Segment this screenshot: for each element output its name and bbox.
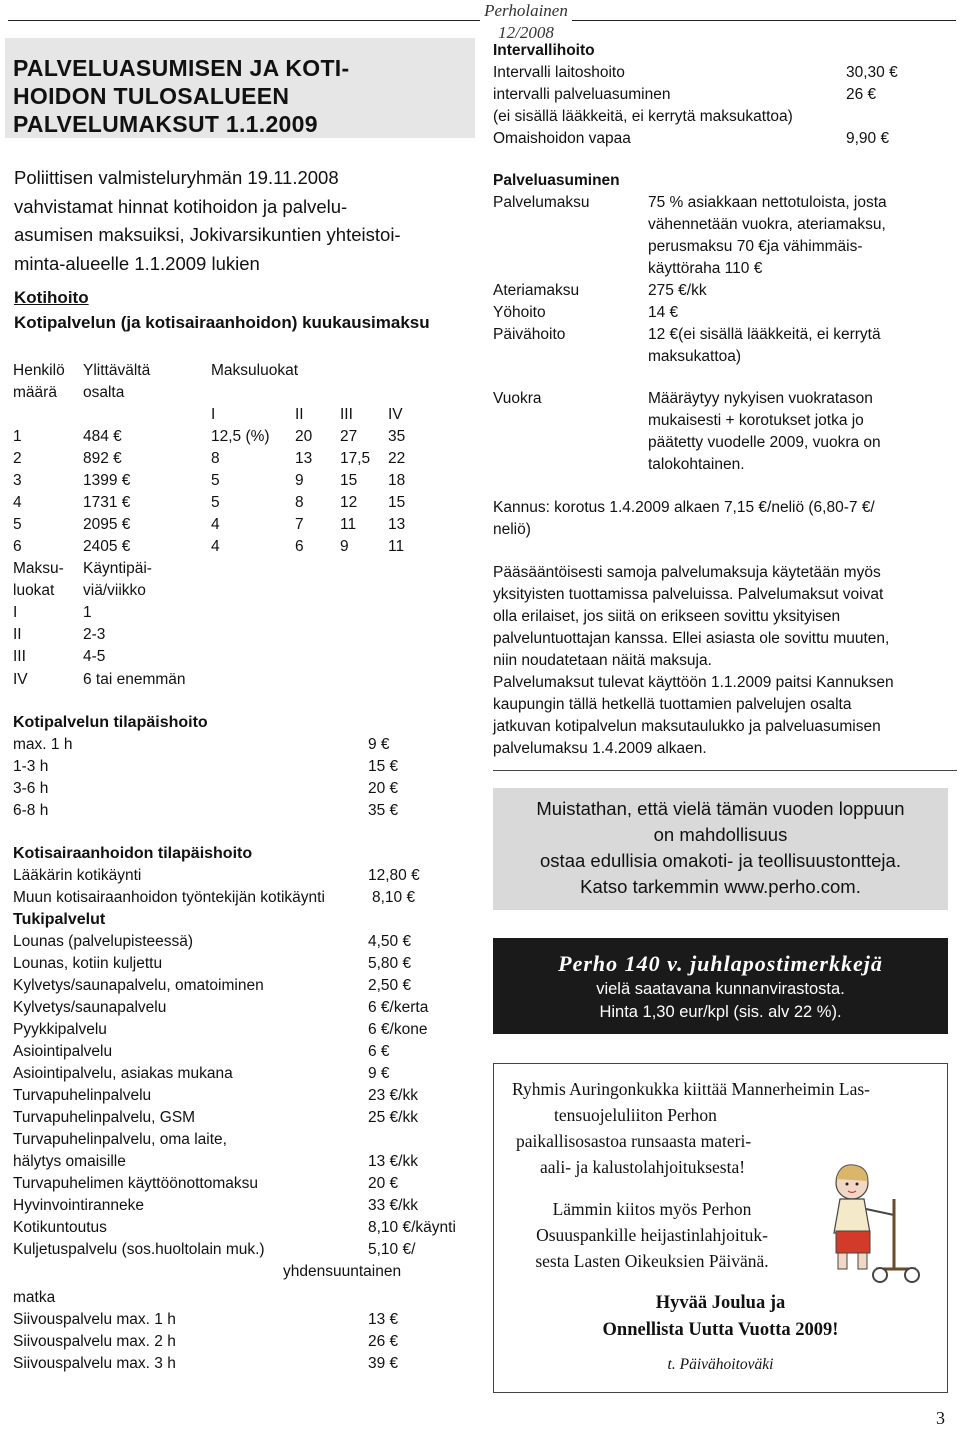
paragraph-line <box>493 628 953 650</box>
price-label: Kylvetys/saunapalvelu <box>13 999 167 1016</box>
notice-line: Katso tarkemmin www.perho.com. <box>580 876 861 897</box>
price-row <box>13 953 483 975</box>
stamp-line: Hinta 1,30 eur/kpl (sis. alv 22 %). <box>599 1003 842 1021</box>
kannus-paragraph <box>493 497 953 541</box>
paragraph-text: yksityisten tuottamissa palveluissa. Palvelumaksut voivat <box>493 586 884 603</box>
paragraph-text: niin noudatetaan näitä maksuja. <box>493 652 712 669</box>
intro-paragraph <box>14 164 464 278</box>
info-label: Vuokra <box>493 390 542 407</box>
child-with-scooter-illustration <box>816 1159 928 1284</box>
info-row <box>493 302 953 324</box>
legend-class: III <box>13 648 26 665</box>
info-label: Päivähoito <box>493 326 566 343</box>
col-header-maksuluokat: Maksuluokat <box>211 362 299 379</box>
section-heading <box>493 40 953 62</box>
cell-persons: 4 <box>13 494 22 511</box>
paragraph-line <box>493 716 953 738</box>
price-label: Hyvinvointiranneke <box>13 1197 144 1214</box>
stamp-line: vielä saatavana kunnanvirastosta. <box>596 980 845 998</box>
paasaanto-paragraph <box>493 562 953 760</box>
cell-class-3: 27 <box>340 428 358 445</box>
cell-threshold: 484 € <box>83 428 122 445</box>
info-value: 75 % asiakkaan nettotuloista, josta <box>648 194 887 211</box>
price-value: 15 € <box>368 758 399 775</box>
legend-header-viikko: viä/viikko <box>83 582 146 599</box>
price-label: Asiointipalvelu, asiakas mukana <box>13 1065 233 1082</box>
legend-header <box>13 558 483 580</box>
price-label: (ei sisällä lääkkeitä, ei kerrytä maksukattoa) <box>493 108 793 125</box>
info-value: talokohtainen. <box>648 456 745 473</box>
palveluasuminen-section <box>493 170 953 473</box>
legend-visits: 6 tai enemmän <box>83 671 186 688</box>
table-row <box>13 448 483 470</box>
price-label: Siivouspalvelu max. 2 h <box>13 1333 176 1350</box>
col-header-henkilo: Henkilö <box>13 362 65 379</box>
cell-persons: 2 <box>13 450 22 467</box>
price-label: max. 1 h <box>13 736 73 753</box>
paragraph-line <box>493 694 953 716</box>
price-label: Intervalli laitoshoito <box>493 64 625 81</box>
price-value: 6 €/kerta <box>368 999 429 1016</box>
paragraph-line <box>493 584 953 606</box>
thanks-line: Ryhmis Auringonkukka kiittää Mannerheimin Las- <box>512 1079 870 1099</box>
price-label: Turvapuhelinpalvelu <box>13 1087 152 1104</box>
intro-line: minta-alueelle 1.1.2009 lukien <box>14 252 260 274</box>
price-label: 3-6 h <box>13 780 49 797</box>
cell-class-1: 8 <box>211 450 220 467</box>
thanks2-paragraph <box>502 1196 802 1274</box>
cell-persons: 6 <box>13 538 22 555</box>
header-rule <box>8 20 480 21</box>
cell-class-3: 9 <box>340 538 349 555</box>
class-header: III <box>340 406 353 423</box>
price-value: 8,10 €/käynti <box>368 1219 456 1236</box>
legend-header-maksu: Maksu- <box>13 560 64 577</box>
section-heading-text: Intervallihoito <box>493 42 595 59</box>
price-row <box>13 1195 483 1217</box>
col-header-osalta: osalta <box>83 384 125 401</box>
notice-line: ostaa edullisia omakoti- ja teollisuustontteja. <box>540 850 901 871</box>
class-header: IV <box>388 406 403 423</box>
price-value: 26 € <box>368 1333 399 1350</box>
kannus-line <box>493 519 953 541</box>
section-heading <box>13 843 483 865</box>
cell-persons: 1 <box>13 428 22 445</box>
cell-class-1: 5 <box>211 494 220 511</box>
fee-table-header <box>13 360 483 382</box>
price-row <box>13 1353 483 1375</box>
fee-table-header <box>13 382 483 404</box>
fee-table <box>13 360 483 700</box>
thanks-line: sesta Lasten Oikeuksien Päivänä. <box>535 1251 769 1271</box>
legend-header <box>13 580 483 602</box>
info-row <box>493 432 953 454</box>
cell-class-4: 18 <box>388 472 406 489</box>
paragraph-text: olla erilaiset, jos siitä on erikseen sovittu yksityisen <box>493 608 841 625</box>
price-row <box>13 756 483 778</box>
paragraph-text: palveluntuottajan kanssa. Ellei asiasta ole sovittu muuten, <box>493 630 890 647</box>
section-divider <box>493 770 957 771</box>
main-title-box <box>5 38 475 138</box>
cell-persons: 3 <box>13 472 22 489</box>
thanks-line: Lämmin kiitos myös Perhon <box>552 1199 752 1219</box>
price-value: 20 € <box>368 1175 399 1192</box>
col-header-maara: määrä <box>13 384 57 401</box>
info-row <box>493 236 953 258</box>
greeting-line: Hyvää Joulua ja <box>655 1293 786 1313</box>
price-value: 30,30 € <box>846 64 898 81</box>
info-row <box>493 192 953 214</box>
paragraph-text: Pääsääntöisesti samoja palvelumaksuja käytetään myös <box>493 564 881 581</box>
kannus-text: neliö) <box>493 521 531 538</box>
price-label: Turvapuhelinpalvelu, oma laite, <box>13 1131 227 1148</box>
kannus-text: Kannus: korotus 1.4.2009 alkaen 7,15 €/neliö (6,80-7 €/ <box>493 499 875 516</box>
price-value: 39 € <box>368 1355 399 1372</box>
legend-class: IV <box>13 671 28 688</box>
thanks-line: aali- ja kalustolahjoituksesta! <box>540 1157 746 1177</box>
thanks-line: paikallisosastoa runsaasta materi- <box>516 1131 752 1151</box>
table-row <box>13 470 483 492</box>
info-row <box>493 280 953 302</box>
cell-class-4: 22 <box>388 450 406 467</box>
cell-class-2: 20 <box>295 428 313 445</box>
class-header-row <box>13 404 483 426</box>
price-value: 9,90 € <box>846 130 890 147</box>
info-value: 14 € <box>648 304 679 321</box>
cell-class-3: 17,5 <box>340 450 371 467</box>
price-value: 2,50 € <box>368 977 412 994</box>
info-row <box>493 214 953 236</box>
info-label: Palvelumaksu <box>493 194 590 211</box>
greeting <box>494 1290 947 1344</box>
cell-class-4: 11 <box>388 538 405 555</box>
main-title-line: PALVELUASUMISEN JA KOTI- <box>13 55 350 81</box>
info-label: Ateriamaksu <box>493 282 580 299</box>
section-heading-text: Kotisairaanhoidon tilapäishoito <box>13 845 253 862</box>
cell-class-4: 15 <box>388 494 406 511</box>
paragraph-text: kaupungin tällä hetkellä tuottamien palvelujen osalta <box>493 696 852 713</box>
section-heading <box>13 712 483 734</box>
info-value: 12 €(ei sisällä lääkkeitä, ei kerrytä <box>648 326 881 343</box>
price-row <box>13 1151 483 1173</box>
info-value: Määräytyy nykyisen vuokratason <box>648 390 873 407</box>
price-row <box>13 1217 483 1239</box>
thanks-box <box>493 1063 948 1393</box>
kannus-line <box>493 497 953 519</box>
paragraph-line <box>493 562 953 584</box>
cell-threshold: 892 € <box>83 450 122 467</box>
main-title-line: HOIDON TULOSALUEEN <box>13 83 290 109</box>
cell-class-2: 9 <box>295 472 304 489</box>
price-value: 13 €/kk <box>368 1153 418 1170</box>
price-row <box>493 128 953 150</box>
page-number: 3 <box>936 1408 945 1428</box>
paragraph-line <box>493 606 953 628</box>
price-row <box>13 865 483 887</box>
info-value: perusmaksu 70 €ja vähimmäis- <box>648 238 863 255</box>
info-value: mukaisesti + korotukset jotka jo <box>648 412 864 429</box>
table-row <box>13 536 483 558</box>
price-label: Turvapuhelinpalvelu, GSM <box>13 1109 196 1126</box>
legend-class: I <box>13 604 18 621</box>
publication-title: Perholainen 12/2008 <box>484 1 568 42</box>
price-value: 9 € <box>368 1065 390 1082</box>
price-row <box>13 1041 483 1063</box>
legend-row <box>13 624 483 646</box>
table-row <box>13 426 483 448</box>
price-label: Lounas (palvelupisteessä) <box>13 933 194 950</box>
table-row <box>13 492 483 514</box>
info-row <box>493 258 953 280</box>
signature: t. Päivähoitoväki <box>667 1356 774 1373</box>
cell-threshold: 2405 € <box>83 538 131 555</box>
price-label: intervalli palveluasuminen <box>493 86 671 103</box>
kotihoito-heading: Kotihoito <box>14 288 89 307</box>
cell-class-3: 11 <box>340 516 357 533</box>
section-heading-text: Palveluasuminen <box>493 172 620 189</box>
cell-class-2: 6 <box>295 538 304 555</box>
price-row <box>13 734 483 756</box>
cell-class-1: 12,5 (%) <box>211 428 270 445</box>
cell-class-1: 4 <box>211 538 220 555</box>
notice-line: on mahdollisuus <box>653 824 788 845</box>
intro-line: Poliittisen valmisteluryhmän 19.11.2008 <box>14 167 339 188</box>
price-row <box>13 1107 483 1129</box>
cell-class-1: 5 <box>211 472 220 489</box>
price-value: 23 €/kk <box>368 1087 418 1104</box>
price-label: Asiointipalvelu <box>13 1043 113 1060</box>
price-label: Kylvetys/saunapalvelu, omatoiminen <box>13 977 264 994</box>
price-continuation: yhdensuuntainen <box>283 1263 402 1280</box>
price-value: 20 € <box>368 780 399 797</box>
price-row <box>493 106 953 128</box>
price-continuation: matka <box>13 1289 56 1306</box>
header-rule <box>572 20 956 21</box>
cell-threshold: 1399 € <box>83 472 131 489</box>
price-label: Siivouspalvelu max. 1 h <box>13 1311 176 1328</box>
legend-row <box>13 646 483 668</box>
cell-class-2: 8 <box>295 494 304 511</box>
price-row <box>13 931 483 953</box>
paragraph-line <box>493 650 953 672</box>
legend-header-luokat: luokat <box>13 582 55 599</box>
section-heading-text: Kotipalvelun tilapäishoito <box>13 714 208 731</box>
cell-threshold: 2095 € <box>83 516 131 533</box>
stamp-announcement-box <box>493 938 948 1034</box>
price-label: Omaishoidon vapaa <box>493 130 631 147</box>
info-value: 275 €/kk <box>648 282 707 299</box>
price-value: 5,10 €/ <box>368 1241 416 1258</box>
price-row <box>13 1129 483 1151</box>
legend-visits: 2-3 <box>83 626 106 643</box>
price-label: Lounas, kotiin kuljettu <box>13 955 163 972</box>
price-label: Kotikuntoutus <box>13 1219 107 1236</box>
info-value: vähennetään vuokra, ateriamaksu, <box>648 216 886 233</box>
price-row <box>13 887 483 909</box>
price-row <box>13 1085 483 1107</box>
stamp-title: Perho 140 v. juhlapostimerkkejä <box>558 951 883 976</box>
paragraph-line <box>493 672 953 694</box>
info-row <box>493 346 953 368</box>
section-heading <box>13 909 483 931</box>
tilapaishoito-section <box>13 712 483 819</box>
price-label: Muun kotisairaanhoidon työntekijän kotikäynti <box>13 889 325 906</box>
price-label: 6-8 h <box>13 802 49 819</box>
class-header: II <box>295 406 304 423</box>
price-row <box>13 800 483 822</box>
legend-visits: 4-5 <box>83 648 106 665</box>
info-row <box>493 388 953 410</box>
price-value: 12,80 € <box>368 867 420 884</box>
section-heading-text: Tukipalvelut <box>13 911 106 928</box>
price-row <box>13 778 483 800</box>
legend-row <box>13 602 483 624</box>
price-label: Pyykkipalvelu <box>13 1021 107 1038</box>
kotisairaanhoito-section <box>13 843 483 1373</box>
price-value: 33 €/kk <box>368 1197 418 1214</box>
legend-visits: 1 <box>83 604 92 621</box>
price-value: 6 € <box>368 1043 390 1060</box>
price-value: 25 €/kk <box>368 1109 418 1126</box>
cell-class-2: 7 <box>295 516 304 533</box>
price-row <box>13 975 483 997</box>
price-value: 8,10 € <box>372 889 416 906</box>
price-row <box>13 1173 483 1195</box>
cell-threshold: 1731 € <box>83 494 131 511</box>
thanks-line: tensuojeluliiton Perhon <box>554 1105 717 1125</box>
price-label: 1-3 h <box>13 758 49 775</box>
price-label: hälytys omaisille <box>13 1153 126 1170</box>
cell-class-4: 35 <box>388 428 406 445</box>
price-label: Turvapuhelimen käyttöönottomaksu <box>13 1175 258 1192</box>
info-row <box>493 324 953 346</box>
notice-line: Muistathan, että vielä tämän vuoden loppuun <box>536 798 905 819</box>
price-label: Kuljetuspalvelu (sos.huoltolain muk.) <box>13 1241 265 1258</box>
table-row <box>13 514 483 536</box>
col-header-ylittava: Ylittävältä <box>83 362 151 379</box>
price-value: 9 € <box>368 736 390 753</box>
cell-class-1: 4 <box>211 516 220 533</box>
greeting-line: Onnellista Uutta Vuotta 2009! <box>602 1320 839 1340</box>
price-label: Lääkärin kotikäynti <box>13 867 142 884</box>
price-row <box>13 1019 483 1041</box>
thanks-line: Osuuspankille heijastinlahjoituk- <box>536 1225 768 1245</box>
price-row <box>13 1331 483 1353</box>
class-header: I <box>211 406 216 423</box>
intro-line: vahvistamat hinnat kotihoidon ja palvelu- <box>14 195 348 217</box>
info-value: maksukattoa) <box>648 348 742 365</box>
info-row <box>493 454 953 476</box>
section-heading <box>493 170 953 192</box>
cell-class-3: 12 <box>340 494 358 511</box>
price-value: 13 € <box>368 1311 399 1328</box>
info-value: päätetty vuodelle 2009, vuokra on <box>648 434 881 451</box>
intervallihoito-section <box>493 40 953 150</box>
tontti-notice-box <box>493 788 948 910</box>
price-value: 4,50 € <box>368 933 412 950</box>
intro-line: asumisen maksuiksi, Jokivarsikuntien yhteistoi- <box>14 224 401 245</box>
price-value: 26 € <box>846 86 877 103</box>
price-row <box>493 84 953 106</box>
price-row <box>493 62 953 84</box>
info-row <box>493 410 953 432</box>
paragraph-text: palvelumaksu 1.4.2009 alkaen. <box>493 740 707 757</box>
price-label: Siivouspalvelu max. 3 h <box>13 1355 176 1372</box>
info-label: Yöhoito <box>493 304 546 321</box>
info-value: käyttöraha 110 € <box>648 260 763 277</box>
price-value: 5,80 € <box>368 955 412 972</box>
price-row <box>13 997 483 1019</box>
paragraph-text: jatkuvan kotipalvelun maksutaulukko ja palveluasumisen <box>493 718 881 735</box>
cell-class-2: 13 <box>295 450 313 467</box>
legend-header-kaynti: Käyntipäi- <box>83 560 152 577</box>
main-title <box>13 54 473 138</box>
legend-row <box>13 669 483 691</box>
paragraph-line <box>493 738 953 760</box>
price-value: 35 € <box>368 802 399 819</box>
price-row-continuation <box>13 1261 483 1283</box>
legend-class: II <box>13 626 22 643</box>
main-title-line: PALVELUMAKSUT 1.1.2009 <box>13 111 318 137</box>
price-row <box>13 1063 483 1085</box>
price-row-continuation <box>13 1287 483 1309</box>
cell-class-3: 15 <box>340 472 358 489</box>
kuukausimaksu-heading: Kotipalvelun (ja kotisairaanhoidon) kuukausimaksu <box>14 313 430 332</box>
cell-persons: 5 <box>13 516 22 533</box>
price-row <box>13 1309 483 1331</box>
cell-class-4: 13 <box>388 516 406 533</box>
price-value: 6 €/kone <box>368 1021 428 1038</box>
paragraph-text: Palvelumaksut tulevat käyttöön 1.1.2009 paitsi Kannuksen <box>493 674 894 691</box>
price-row <box>13 1239 483 1261</box>
